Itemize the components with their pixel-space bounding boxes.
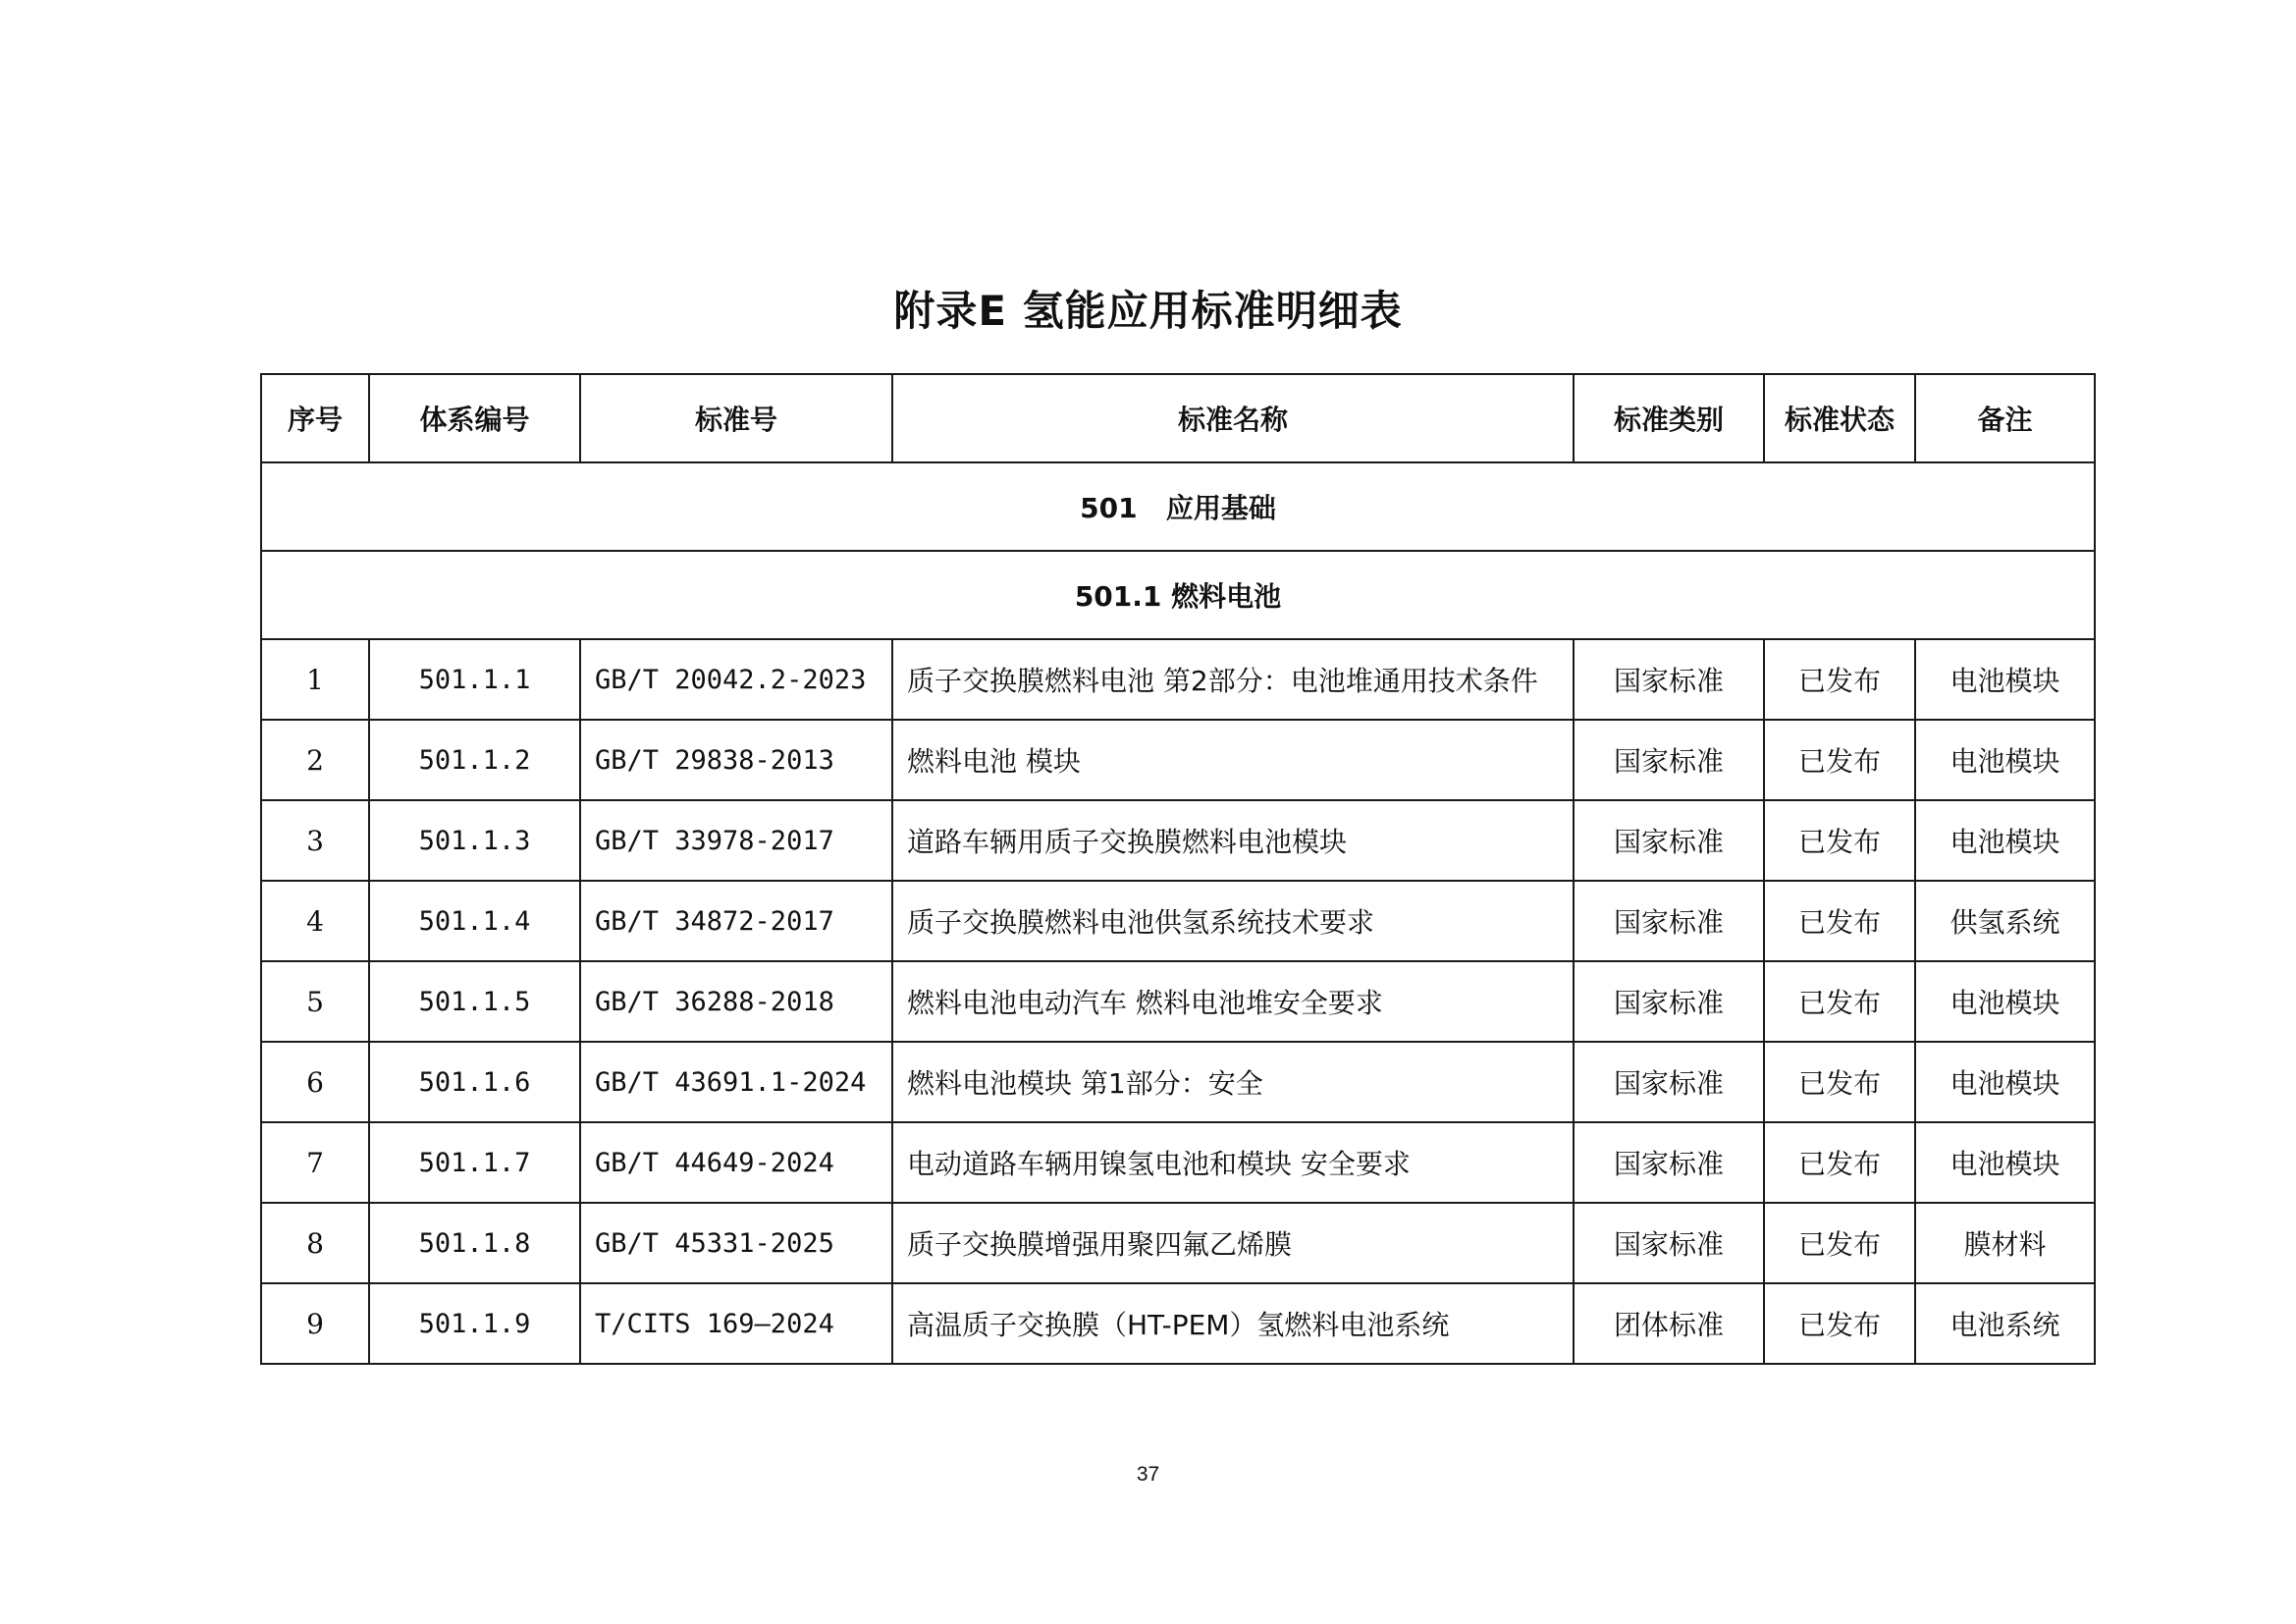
- page-number: 37: [1136, 1463, 1160, 1486]
- cell-status: 已发布: [1764, 800, 1915, 881]
- cell-standard-no: GB/T 36288-2018: [580, 961, 892, 1042]
- cell-standard-name: 电动道路车辆用镍氢电池和模块 安全要求: [892, 1122, 1574, 1203]
- cell-remark: 膜材料: [1915, 1203, 2095, 1283]
- cell-standard-name: 燃料电池模块 第1部分：安全: [892, 1042, 1574, 1122]
- cell-index: 3: [261, 800, 369, 881]
- cell-status: 已发布: [1764, 720, 1915, 800]
- cell-index: 6: [261, 1042, 369, 1122]
- cell-index: 8: [261, 1203, 369, 1283]
- cell-remark: 电池模块: [1915, 639, 2095, 720]
- cell-remark: 电池模块: [1915, 720, 2095, 800]
- cell-system-code: 501.1.4: [369, 881, 580, 961]
- cell-index: 9: [261, 1283, 369, 1364]
- cell-system-code: 501.1.3: [369, 800, 580, 881]
- cell-standard-name: 燃料电池电动汽车 燃料电池堆安全要求: [892, 961, 1574, 1042]
- cell-standard-no: T/CITS 169—2024: [580, 1283, 892, 1364]
- cell-category: 国家标准: [1574, 800, 1764, 881]
- cell-system-code: 501.1.7: [369, 1122, 580, 1203]
- cell-status: 已发布: [1764, 639, 1915, 720]
- table-body: [261, 462, 2095, 1364]
- page-title: 附录E 氢能应用标准明细表: [893, 287, 1403, 335]
- header-standard-no: 标准号: [580, 374, 892, 462]
- cell-category: 团体标准: [1574, 1283, 1764, 1364]
- cell-index: 7: [261, 1122, 369, 1203]
- cell-system-code: 501.1.1: [369, 639, 580, 720]
- cell-standard-no: GB/T 33978-2017: [580, 800, 892, 881]
- cell-remark: 电池系统: [1915, 1283, 2095, 1364]
- cell-system-code: 501.1.2: [369, 720, 580, 800]
- cell-index: 1: [261, 639, 369, 720]
- cell-remark: 电池模块: [1915, 800, 2095, 881]
- cell-index: 5: [261, 961, 369, 1042]
- table-row: [261, 800, 2095, 881]
- cell-status: 已发布: [1764, 1122, 1915, 1203]
- cell-remark: 电池模块: [1915, 1122, 2095, 1203]
- cell-standard-name: 燃料电池 模块: [892, 720, 1574, 800]
- cell-category: 国家标准: [1574, 1203, 1764, 1283]
- cell-status: 已发布: [1764, 961, 1915, 1042]
- cell-status: 已发布: [1764, 881, 1915, 961]
- cell-standard-no: GB/T 20042.2-2023: [580, 639, 892, 720]
- table-row: [261, 1042, 2095, 1122]
- cell-index: 4: [261, 881, 369, 961]
- header-remark: 备注: [1915, 374, 2095, 462]
- cell-category: 国家标准: [1574, 639, 1764, 720]
- cell-status: 已发布: [1764, 1283, 1915, 1364]
- cell-system-code: 501.1.5: [369, 961, 580, 1042]
- cell-standard-no: GB/T 44649-2024: [580, 1122, 892, 1203]
- cell-remark: 电池模块: [1915, 1042, 2095, 1122]
- cell-category: 国家标准: [1574, 881, 1764, 961]
- cell-index: 2: [261, 720, 369, 800]
- cell-standard-name: 高温质子交换膜（HT-PEM）氢燃料电池系统: [892, 1283, 1574, 1364]
- table-row: [261, 961, 2095, 1042]
- cell-remark: 电池模块: [1915, 961, 2095, 1042]
- cell-standard-no: GB/T 43691.1-2024: [580, 1042, 892, 1122]
- table-row: [261, 1283, 2095, 1364]
- cell-standard-name: 质子交换膜燃料电池 第2部分：电池堆通用技术条件: [892, 639, 1574, 720]
- table-row: [261, 639, 2095, 720]
- table-row: [261, 1122, 2095, 1203]
- table-header-row: [261, 374, 2095, 462]
- subsection-row: [261, 551, 2095, 639]
- cell-standard-name: 质子交换膜燃料电池供氢系统技术要求: [892, 881, 1574, 961]
- cell-category: 国家标准: [1574, 1122, 1764, 1203]
- cell-status: 已发布: [1764, 1042, 1915, 1122]
- header-standard-name: 标准名称: [892, 374, 1574, 462]
- section-row: [261, 462, 2095, 551]
- subsection-heading: 501.1 燃料电池: [261, 551, 2095, 639]
- table-row: [261, 1203, 2095, 1283]
- header-system-code: 体系编号: [369, 374, 580, 462]
- cell-category: 国家标准: [1574, 961, 1764, 1042]
- cell-standard-no: GB/T 34872-2017: [580, 881, 892, 961]
- cell-status: 已发布: [1764, 1203, 1915, 1283]
- standards-table: [260, 373, 2096, 1365]
- cell-standard-no: GB/T 45331-2025: [580, 1203, 892, 1283]
- header-category: 标准类别: [1574, 374, 1764, 462]
- cell-system-code: 501.1.9: [369, 1283, 580, 1364]
- header-index: 序号: [261, 374, 369, 462]
- cell-standard-name: 道路车辆用质子交换膜燃料电池模块: [892, 800, 1574, 881]
- section-heading: 501 应用基础: [261, 462, 2095, 551]
- cell-system-code: 501.1.6: [369, 1042, 580, 1122]
- header-status: 标准状态: [1764, 374, 1915, 462]
- cell-system-code: 501.1.8: [369, 1203, 580, 1283]
- cell-category: 国家标准: [1574, 1042, 1764, 1122]
- table-row: [261, 881, 2095, 961]
- cell-category: 国家标准: [1574, 720, 1764, 800]
- table-row: [261, 720, 2095, 800]
- cell-remark: 供氢系统: [1915, 881, 2095, 961]
- cell-standard-name: 质子交换膜增强用聚四氟乙烯膜: [892, 1203, 1574, 1283]
- cell-standard-no: GB/T 29838-2013: [580, 720, 892, 800]
